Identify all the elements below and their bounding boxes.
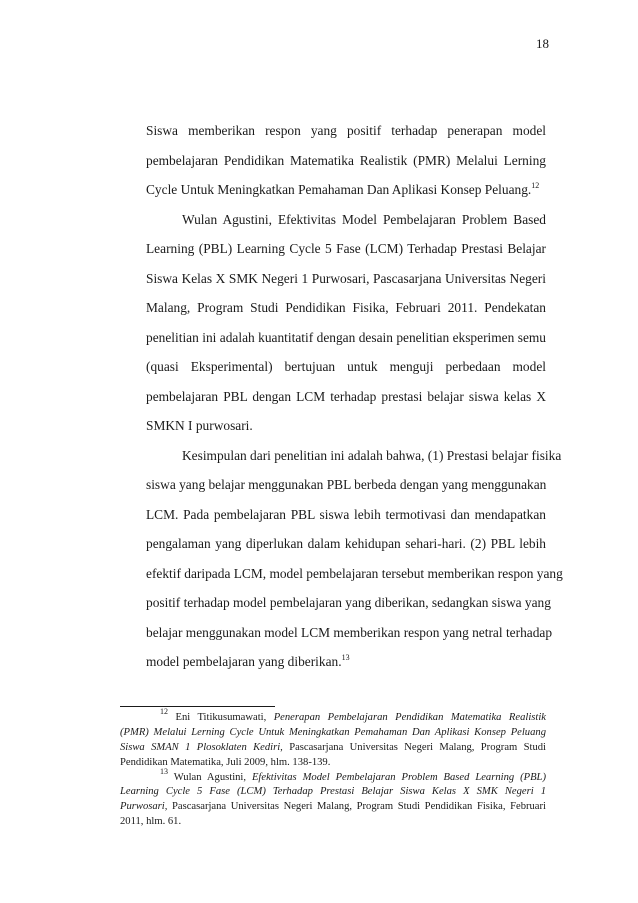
footnote-ref-12[interactable]: 12 xyxy=(531,181,540,190)
text-line: SMKN I purwosari. xyxy=(146,418,253,433)
text-line xyxy=(146,175,546,205)
footnote-publisher: Pascasarjana Universitas Negeri Malang, Program Studi xyxy=(289,741,546,753)
text-line: siswa yang belajar menggunakan PBL berbeda dengan yang menggunakan xyxy=(146,477,547,492)
text-line: pembelajaran Pendidikan Matematika Realistik (PMR) Melalui Lerning xyxy=(146,152,546,168)
footnote-separator xyxy=(120,706,275,707)
footnote-line xyxy=(120,707,546,726)
footnote-title: Penerapan Pembelajaran Pendidikan Matematika Realistik xyxy=(273,712,546,723)
text-line: LCM. Pada pembelajaran PBL siswa lebih termotivasi dan mendapatkan xyxy=(146,506,546,522)
text-line: pengalaman yang diperlukan dalam kehidupan sehari-hari. (2) PBL lebih xyxy=(146,536,546,551)
text-line: penelitian ini adalah kuantitatif dengan desain penelitian eksperimen semu xyxy=(146,329,546,345)
text-line: Wulan Agustini, Efektivitas Model Pembelajaran Problem Based xyxy=(182,211,546,227)
body-text xyxy=(146,116,563,677)
footnote-author: Eni Titikusumawati, xyxy=(175,712,267,723)
text-line xyxy=(146,647,546,677)
footnote-number: 13 xyxy=(160,766,168,776)
text-line: Siswa memberikan respon yang positif terhadap penerapan model xyxy=(146,123,546,138)
footnote-line xyxy=(120,741,546,756)
footnote-line xyxy=(120,726,546,741)
footnote-12 xyxy=(120,707,546,771)
text-line-content: Cycle Untuk Meningkatkan Pemahaman Dan Aplikasi Konsep Peluang. xyxy=(146,182,532,197)
paragraph-3 xyxy=(146,441,563,677)
page-number: 18 xyxy=(536,36,549,51)
footnote-title: Purwosari, xyxy=(120,801,168,813)
text-line: Siswa Kelas X SMK Negeri 1 Purwosari, Pascasarjana Universitas Negeri xyxy=(146,270,546,286)
footnote-13 xyxy=(120,766,546,831)
footnote-title: Efektivitas Model Pembelajaran Problem Based Learning (PBL) xyxy=(251,771,546,783)
paragraph-1 xyxy=(146,116,546,205)
footnote-ref-13[interactable]: 13 xyxy=(341,653,350,662)
footnote-publisher: Pascasarjana Universitas Negeri Malang, Program Studi Pendidikan Fisika, Februari xyxy=(172,801,546,813)
text-line-content: model pembelajaran yang diberikan. xyxy=(146,654,342,669)
footnote-line xyxy=(120,766,546,786)
footnote-line: 2011, hlm. 61. xyxy=(120,816,182,828)
text-line: pembelajaran PBL dengan LCM terhadap prestasi belajar siswa kelas X xyxy=(146,388,546,404)
footnote-title: (PMR) Melalui Lerning Cycle Untuk Meningkatkan Pemahaman Dan Aplikasi Konsep Peluang xyxy=(120,726,546,738)
footnotes xyxy=(120,707,546,830)
text-line: positif terhadap model pembelajaran yang diberikan, sedangkan siswa yang xyxy=(146,595,551,610)
text-line: belajar menggunakan model LCM memberikan respon yang netral terhadap xyxy=(146,624,553,640)
footnote-line xyxy=(120,800,546,815)
text-line: Learning (PBL) Learning Cycle 5 Fase (LCM) Terhadap Prestasi Belajar xyxy=(146,241,546,256)
footnote-line: Pendidikan Matematika, Juli 2009, hlm. 138-139. xyxy=(120,756,331,768)
paragraph-2 xyxy=(146,205,546,441)
footnote-title: Siswa SMAN 1 Plosoklaten Kediri, xyxy=(120,741,283,753)
text-line: Malang, Program Studi Pendidikan Fisika, Februari 2011. Pendekatan xyxy=(146,300,546,315)
footnote-title: Learning Cycle 5 Fase (LCM) Terhadap Prestasi Belajar Siswa Kelas X SMK Negeri 1 xyxy=(120,786,546,798)
footnote-author: Wulan Agustini, xyxy=(173,771,247,783)
text-line: Kesimpulan dari penelitian ini adalah bahwa, (1) Prestasi belajar fisika xyxy=(182,447,562,463)
footnote-line xyxy=(120,785,546,800)
text-line: efektif daripada LCM, model pembelajaran tersebut memberikan respon yang xyxy=(146,565,563,581)
text-line: (quasi Eksperimental) bertujuan untuk menguji perbedaan model xyxy=(146,359,546,374)
footnote-number: 12 xyxy=(160,707,168,716)
